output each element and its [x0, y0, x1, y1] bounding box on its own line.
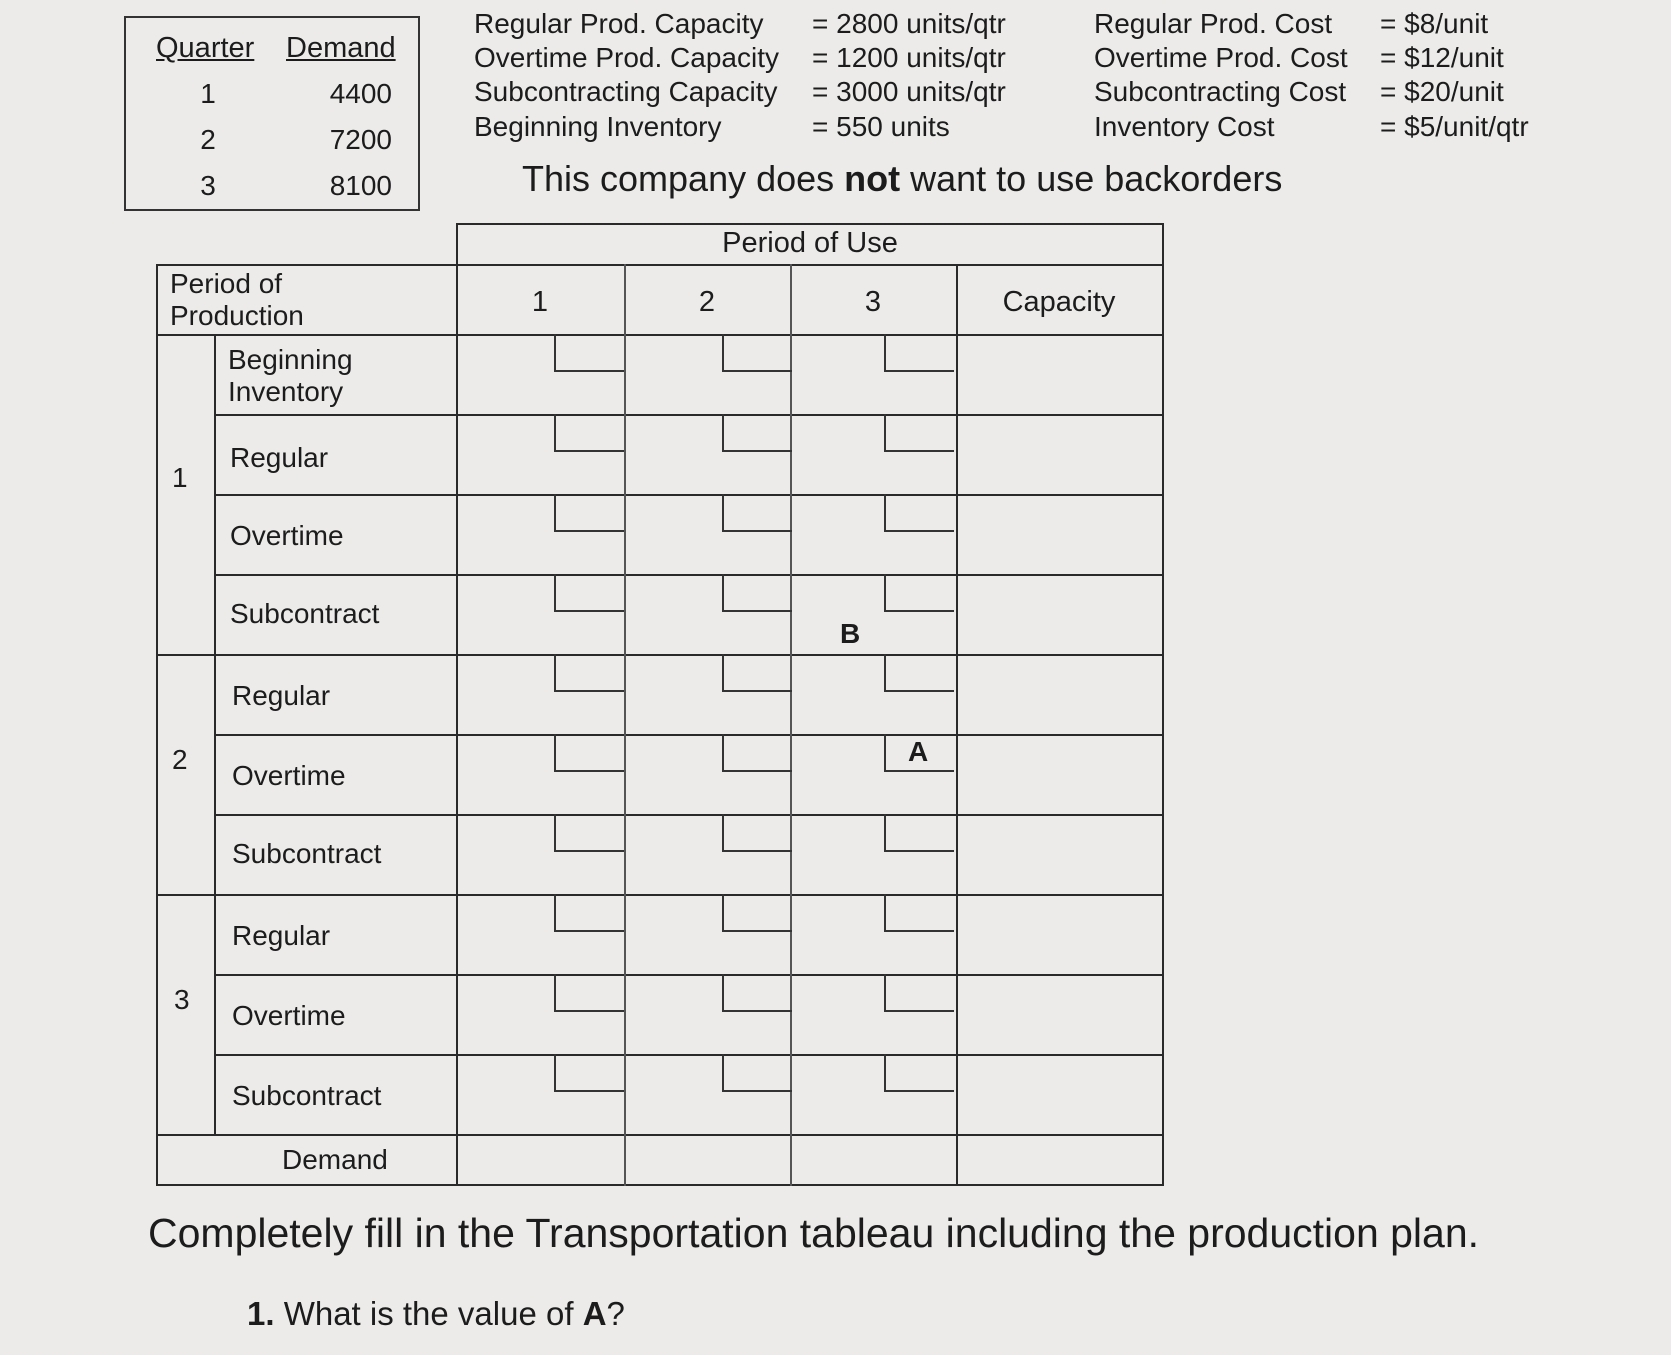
cost-box	[554, 414, 624, 452]
cost-box	[722, 414, 792, 452]
param-value-regular-cost: = $8/unit	[1380, 8, 1489, 39]
cost-box	[554, 1054, 624, 1092]
cost-box	[884, 894, 954, 932]
cost-box	[884, 1054, 954, 1092]
row-label-p3-regular: Regular	[232, 920, 331, 951]
period-label-3: 3	[174, 984, 190, 1015]
param-value-beginning-inventory: = 550 units	[812, 111, 950, 142]
param-label-inventory-cost: Inventory Cost	[1094, 111, 1275, 142]
cost-box	[554, 654, 624, 692]
row-label-p1-subcontract: Subcontract	[230, 598, 380, 629]
demand-value-1: 4400	[329, 78, 392, 109]
row-label-beginning-inventory-line1: Beginning	[228, 344, 353, 375]
cost-box	[722, 894, 792, 932]
cost-box	[722, 974, 792, 1012]
row-label-p1-regular: Regular	[230, 442, 329, 473]
cost-box	[554, 814, 624, 852]
cost-box	[884, 414, 954, 452]
demand-header-quarter: Quarter	[156, 32, 255, 64]
note-text-after: want to use backorders	[900, 158, 1283, 199]
question-1	[247, 1295, 625, 1333]
param-value-subcontract-cost: = $20/unit	[1380, 76, 1504, 107]
row-label-beginning-inventory-line2: Inventory	[228, 376, 344, 407]
row-label-demand: Demand	[282, 1144, 388, 1175]
cost-box	[884, 974, 954, 1012]
instruction-text: Completely fill in the Transportation tableau including the production plan.	[148, 1210, 1480, 1256]
note-emphasis: not	[844, 158, 901, 199]
cost-box	[722, 574, 792, 612]
period-of-production-header-line1: Period of	[170, 268, 283, 299]
cost-box	[722, 814, 792, 852]
cost-box	[722, 734, 792, 772]
row-label-p2-regular: Regular	[232, 680, 331, 711]
period-of-production-header-line2: Production	[170, 300, 304, 331]
demand-quarter-3: 3	[200, 170, 216, 201]
cost-box	[884, 814, 954, 852]
param-label-overtime-cost: Overtime Prod. Cost	[1094, 42, 1348, 73]
cost-box	[554, 974, 624, 1012]
param-value-overtime-cost: = $12/unit	[1380, 42, 1504, 73]
question-text-before: What is the value of	[283, 1295, 583, 1332]
cost-box	[884, 574, 954, 612]
marker-a: A	[908, 736, 929, 767]
period-of-use-header: Period of Use	[722, 227, 898, 259]
demand-header-demand: Demand	[286, 32, 396, 64]
param-label-subcontract-cost: Subcontracting Cost	[1094, 76, 1347, 107]
cost-box	[554, 734, 624, 772]
param-value-inventory-cost: = $5/unit/qtr	[1380, 111, 1529, 142]
marker-b: B	[840, 618, 861, 649]
demand-quarter-2: 2	[200, 124, 216, 155]
question-number: 1.	[247, 1295, 275, 1332]
demand-table	[124, 16, 420, 211]
param-value-overtime-capacity: = 1200 units/qtr	[812, 42, 1006, 73]
column-header-capacity: Capacity	[1002, 286, 1116, 318]
demand-value-2: 7200	[329, 124, 392, 155]
row-label-p2-subcontract: Subcontract	[232, 838, 382, 869]
demand-value-3: 8100	[329, 170, 392, 201]
question-emphasis: A	[582, 1295, 607, 1332]
cost-box	[554, 574, 624, 612]
column-header-period-1: 1	[531, 286, 549, 318]
period-label-2: 2	[172, 744, 188, 775]
param-label-beginning-inventory: Beginning Inventory	[474, 111, 722, 142]
cost-box	[722, 334, 792, 372]
row-label-p3-subcontract: Subcontract	[232, 1080, 382, 1111]
param-label-subcontract-capacity: Subcontracting Capacity	[474, 76, 778, 107]
param-value-regular-capacity: = 2800 units/qtr	[812, 8, 1006, 39]
cost-box	[554, 334, 624, 372]
cost-box	[554, 494, 624, 532]
param-label-regular-cost: Regular Prod. Cost	[1094, 8, 1333, 39]
cost-box	[884, 654, 954, 692]
cost-box	[722, 654, 792, 692]
param-value-subcontract-capacity: = 3000 units/qtr	[812, 76, 1006, 107]
param-label-overtime-capacity: Overtime Prod. Capacity	[474, 42, 779, 73]
cost-box	[722, 494, 792, 532]
demand-quarter-1: 1	[200, 78, 216, 109]
cost-box	[884, 334, 954, 372]
column-header-period-3: 3	[864, 286, 882, 318]
period-label-1: 1	[172, 462, 188, 493]
row-label-p1-overtime: Overtime	[230, 520, 344, 551]
row-label-p2-overtime: Overtime	[232, 760, 346, 791]
note-text-before: This company does	[522, 158, 845, 199]
cost-box	[722, 1054, 792, 1092]
column-header-period-2: 2	[698, 286, 716, 318]
cost-box	[554, 894, 624, 932]
param-label-regular-capacity: Regular Prod. Capacity	[474, 8, 764, 39]
backorder-note	[522, 158, 1282, 200]
cost-box	[884, 494, 954, 532]
question-text-after: ?	[606, 1295, 625, 1332]
row-label-p3-overtime: Overtime	[232, 1000, 346, 1031]
